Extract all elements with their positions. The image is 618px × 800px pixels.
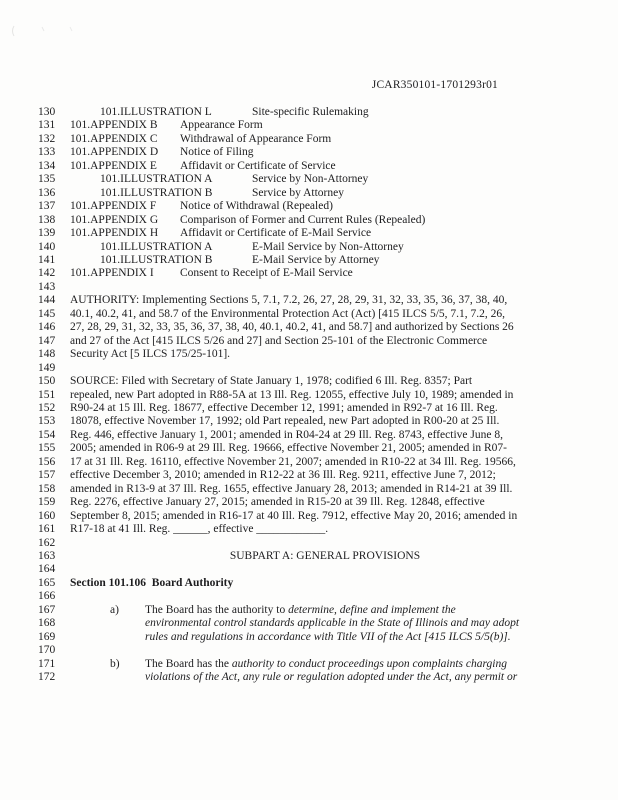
line-content — [70, 389, 580, 402]
text-segment: violations of the Act, any rule or regulation adopted under the Act, any permit or — [145, 671, 518, 684]
line-content — [70, 187, 580, 200]
line-number: 131 — [38, 119, 56, 132]
document-line — [38, 617, 580, 630]
line-content — [70, 456, 580, 469]
line-number: 138 — [38, 213, 56, 226]
line-content — [70, 631, 580, 644]
document-line — [38, 187, 580, 200]
text-segment: Security Act [5 ILCS 175/25-101]. — [70, 348, 231, 361]
line-content — [70, 658, 580, 671]
document-line — [38, 510, 580, 523]
document-line — [38, 429, 580, 442]
text-segment: determine, define and implement the — [288, 603, 456, 616]
document-line — [38, 456, 580, 469]
line-number: 153 — [38, 415, 56, 428]
text-segment: environmental control standards applicable in the State of Illinois and may adopt — [145, 617, 520, 630]
document-line — [38, 415, 580, 428]
line-number: 140 — [38, 240, 56, 253]
document-reference-number: JCAR350101-1701293r01 — [371, 79, 498, 91]
line-number: 135 — [38, 173, 56, 186]
line-number: 158 — [38, 482, 56, 495]
line-content — [70, 590, 580, 603]
line-label: 101.APPENDIX H — [70, 227, 159, 240]
document-line — [38, 119, 580, 132]
line-content — [70, 483, 580, 496]
text-segment: The Board has the — [145, 657, 232, 670]
text-segment: 17 at 31 Ill. Reg. 16110, effective November 21, 2007; amended in R10-22 at 34 Ill. Reg. 19566, — [70, 455, 516, 468]
text-segment: Reg. 2276, effective January 27, 2015; amended in R15-20 at 39 Ill. Reg. 12848, effective — [70, 496, 485, 509]
document-line — [38, 106, 580, 119]
line-number: 161 — [38, 523, 56, 536]
document-line — [38, 375, 580, 388]
text-segment: rules and regulations in accordance with Title VII of the Act — [145, 630, 422, 643]
line-label: 101.ILLUSTRATION B — [100, 186, 213, 199]
line-content — [70, 523, 580, 536]
line-number: 150 — [38, 375, 56, 388]
line-title: Comparison of Former and Current Rules (Repealed) — [180, 213, 426, 226]
document-line — [38, 281, 580, 294]
line-number: 157 — [38, 469, 56, 482]
document-line — [38, 200, 580, 213]
line-content — [70, 214, 580, 227]
document-line — [38, 483, 580, 496]
document-line — [38, 577, 580, 590]
line-label: 101.APPENDIX C — [70, 132, 158, 145]
line-content — [70, 106, 580, 119]
line-content — [70, 644, 580, 657]
line-number: 172 — [38, 671, 56, 684]
document-line — [38, 227, 580, 240]
document-line — [38, 294, 580, 307]
document-line — [38, 173, 580, 186]
line-number: 156 — [38, 455, 56, 468]
line-content — [70, 469, 580, 482]
line-content — [70, 146, 580, 159]
line-content — [70, 173, 580, 186]
text-segment: amended in R13-9 at 37 Ill. Reg. 1655, effective January 28, 2013; amended in R14-21 at 39 Ill. — [70, 482, 513, 495]
line-content — [70, 604, 580, 617]
document-line — [38, 590, 580, 603]
line-number: 151 — [38, 388, 56, 401]
document-line — [38, 402, 580, 415]
text-segment: R90-24 at 15 Ill. Reg. 18677, effective December 12, 1991; amended in R92-7 at 16 Ill. Reg. — [70, 401, 498, 414]
line-content — [70, 577, 580, 590]
document-line — [38, 241, 580, 254]
document-line — [38, 644, 580, 657]
line-content — [70, 160, 580, 173]
line-number: 144 — [38, 294, 56, 307]
document-line — [38, 469, 580, 482]
scan-artifact-mark — [8, 22, 78, 40]
line-title: Appearance Form — [180, 119, 263, 132]
line-content — [70, 294, 580, 307]
line-number: 146 — [38, 321, 56, 334]
document-line — [38, 496, 580, 509]
line-label: 101.APPENDIX B — [70, 119, 158, 132]
line-content — [70, 133, 580, 146]
line-number: 167 — [38, 603, 56, 616]
text-segment: The Board has the authority to — [145, 603, 289, 616]
text-segment: September 8, 2015; amended in R16-17 at 40 Ill. Reg. 7912, effective May 20, 2016; amended in — [70, 509, 518, 522]
document-line — [38, 442, 580, 455]
line-number: 148 — [38, 348, 56, 361]
document-line — [38, 563, 580, 576]
line-content — [70, 119, 580, 132]
document-line — [38, 254, 580, 267]
line-title: Site-specific Rulemaking — [252, 106, 369, 118]
line-title: Withdrawal of Appearance Form — [180, 132, 332, 145]
line-number: 137 — [38, 200, 56, 213]
text-segment: 18078, effective November 17, 1992; old Part repealed, new Part adopted in R00-20 at 25 Ill. — [70, 415, 500, 428]
line-label: a) — [110, 603, 119, 616]
line-content — [70, 496, 580, 509]
line-label: 101.ILLUSTRATION L — [100, 106, 212, 118]
line-content — [70, 241, 580, 254]
document-line — [38, 267, 580, 280]
text-segment: AUTHORITY: Implementing Sections 5, 7.1, 7.2, 26, 27, 28, 29, 31, 32, 33, 35, 36, 37, 38, 40, — [70, 294, 508, 307]
line-content — [70, 510, 580, 523]
text-segment: Section 101.106 Board Authority — [70, 576, 234, 589]
line-number: 130 — [38, 106, 56, 118]
line-content — [70, 402, 580, 415]
line-content — [70, 348, 580, 361]
line-content — [70, 415, 580, 428]
line-number: 166 — [38, 590, 56, 603]
line-title: Affidavit or Certificate of Service — [180, 159, 336, 172]
line-title: Consent to Receipt of E-Mail Service — [180, 267, 353, 280]
line-content — [70, 335, 580, 348]
line-content — [70, 537, 580, 550]
line-title: Affidavit or Certificate of E-Mail Service — [180, 227, 372, 240]
line-number: 147 — [38, 334, 56, 347]
document-line — [38, 604, 580, 617]
document-line — [38, 362, 580, 375]
line-number: 136 — [38, 186, 56, 199]
line-title: Notice of Withdrawal (Repealed) — [180, 200, 333, 213]
line-number: 168 — [38, 617, 56, 630]
line-number: 171 — [38, 657, 56, 670]
text-segment: [415 ILCS 5/5(b)]. — [421, 630, 511, 643]
line-number: 134 — [38, 159, 56, 172]
line-label: 101.APPENDIX E — [70, 159, 157, 172]
line-content — [70, 442, 580, 455]
line-number: 145 — [38, 307, 56, 320]
text-segment: 40.1, 40.2, 41, and 58.7 of the Environmental Protection Act (Act) [415 ILCS 5/5, 7.1, 7.2, 26, — [70, 307, 506, 320]
text-segment: authority to conduct proceedings upon complaints charging — [231, 657, 507, 670]
line-content — [70, 563, 580, 576]
text-segment: 27, 28, 29, 31, 32, 33, 35, 36, 37, 38, 40, 40.1, 40.2, 41, and 58.7] and authorized by Sections 26 — [70, 321, 514, 334]
line-number: 170 — [38, 644, 56, 657]
line-content — [70, 429, 580, 442]
document-line — [38, 523, 580, 536]
line-number: 143 — [38, 280, 56, 293]
document-line — [38, 146, 580, 159]
text-segment: SOURCE: Filed with Secretary of State January 1, 1978; codified 6 Ill. Reg. 8357; Part — [70, 375, 473, 388]
line-label: 101.APPENDIX D — [70, 146, 159, 159]
line-number: 141 — [38, 253, 56, 266]
document-lines — [38, 106, 580, 684]
text-segment: 2005; amended in R06-9 at 29 Ill. Reg. 19666, effective November 21, 2005; amended in R07- — [70, 442, 508, 455]
line-number: 154 — [38, 428, 56, 441]
line-number: 165 — [38, 576, 56, 589]
line-number: 160 — [38, 509, 56, 522]
line-content — [70, 267, 580, 280]
line-label: 101.ILLUSTRATION A — [100, 173, 213, 186]
line-number: 142 — [38, 267, 56, 280]
line-number: 163 — [38, 549, 56, 562]
line-content — [70, 200, 580, 213]
line-content — [70, 281, 580, 294]
line-number: 139 — [38, 227, 56, 240]
line-content — [70, 617, 580, 630]
text-segment: SUBPART A: GENERAL PROVISIONS — [229, 549, 421, 562]
line-content — [70, 671, 580, 684]
line-title: E-Mail Service by Non-Attorney — [252, 240, 404, 253]
text-segment: repealed, new Part adopted in R88-5A at 13 Ill. Reg. 12055, effective July 10, 1989; amended in — [70, 388, 514, 401]
line-content — [70, 227, 580, 240]
document-line — [38, 160, 580, 173]
line-number: 169 — [38, 630, 56, 643]
document-line — [38, 671, 580, 684]
line-number: 149 — [38, 361, 56, 374]
line-number: 152 — [38, 401, 56, 414]
line-number: 162 — [38, 536, 56, 549]
document-line — [38, 550, 580, 563]
line-title: Service by Attorney — [252, 186, 344, 199]
line-content — [70, 375, 580, 388]
text-segment: R17-18 at 41 Ill. Reg. ______, effective ____________. — [70, 523, 329, 536]
line-content — [70, 254, 580, 267]
line-number: 159 — [38, 496, 56, 509]
document-line — [38, 133, 580, 146]
line-label: 101.APPENDIX I — [70, 267, 154, 280]
line-label: 101.APPENDIX G — [70, 213, 159, 226]
line-content — [70, 362, 580, 375]
document-line — [38, 389, 580, 402]
line-title: Notice of Filing — [180, 146, 254, 159]
document-line — [38, 308, 580, 321]
text-segment: Reg. 446, effective January 1, 2001; amended in R04-24 at 29 Ill. Reg. 8743, effective June 8, — [70, 428, 503, 441]
line-number: 164 — [38, 563, 56, 576]
line-content — [70, 321, 580, 334]
document-line — [38, 348, 580, 361]
line-number: 155 — [38, 442, 56, 455]
document-line — [38, 214, 580, 227]
document-line — [38, 335, 580, 348]
line-label: b) — [110, 657, 120, 670]
line-content — [70, 308, 580, 321]
document-line — [38, 321, 580, 334]
document-line — [38, 658, 580, 671]
line-content — [70, 550, 580, 563]
line-number: 133 — [38, 146, 56, 159]
line-label: 101.APPENDIX F — [70, 200, 157, 213]
text-segment: effective December 3, 2010; amended in R12-22 at 36 Ill. Reg. 9211, effective June 7, 2012; — [70, 469, 496, 482]
line-title: Service by Non-Attorney — [252, 173, 369, 186]
line-label: 101.ILLUSTRATION B — [100, 253, 213, 266]
text-segment: and 27 of the Act [415 ILCS 5/26 and 27] and Section 25-101 of the Electronic Commerce — [70, 334, 488, 347]
document-line — [38, 537, 580, 550]
line-label: 101.ILLUSTRATION A — [100, 240, 213, 253]
line-title: E-Mail Service by Attorney — [252, 253, 380, 266]
line-number: 132 — [38, 132, 56, 145]
document-line — [38, 631, 580, 644]
